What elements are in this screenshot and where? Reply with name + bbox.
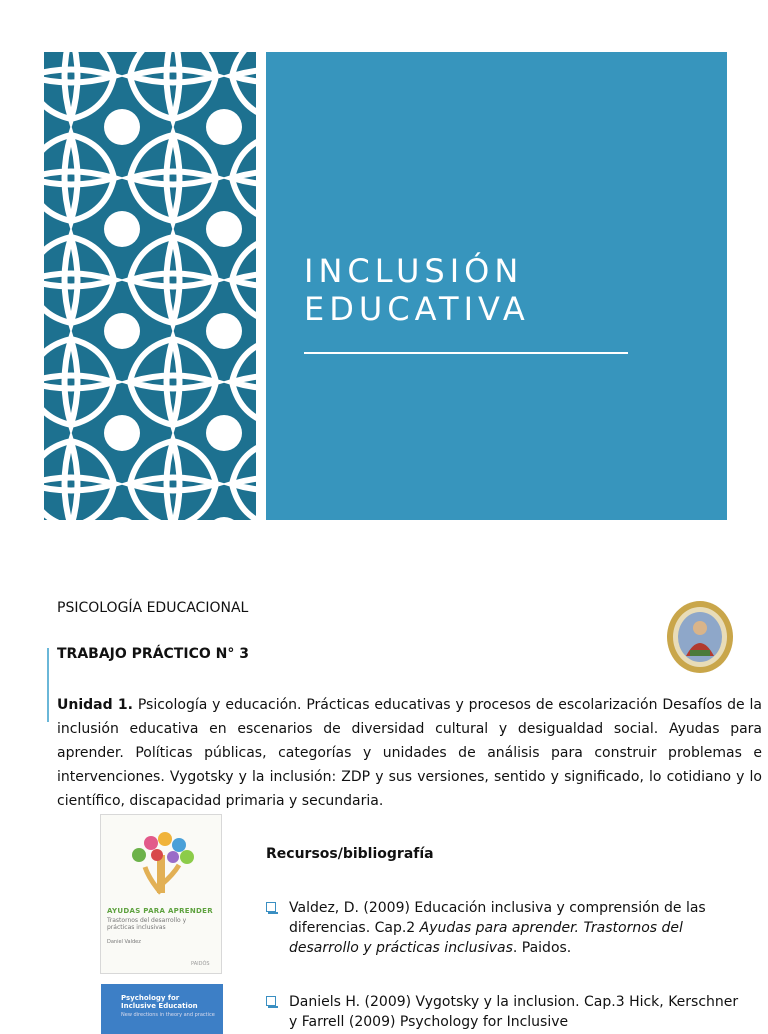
bibliography-text [289,992,746,1032]
book1-title: AYUDAS PARA APRENDER [107,907,213,915]
course-name: PSICOLOGÍA EDUCACIONAL [57,600,249,616]
unit-text: Psicología y educación. Prácticas educativas y procesos de escolarización Desafíos de la inclusión educativa en escenarios de diversidad cultural y desigualdad social. Ayudas para aprender. Políticas públicas, categorías y unidades de análisis para construir problemas e intervenciones. Vygotsky y la inclusión: ZDP y sus versiones, sentido y significado, lo cotidiano y lo científico, discapacidad primaria y secundaria. [57,697,762,809]
resources-heading: Recursos/bibliografía [266,846,434,862]
bib-text-pre: Valdez, D. (2009) Educación inclusiva y comprensión de las diferencias. Cap.2 [289,900,706,936]
title-panel [266,52,727,520]
book-cover-psychology-inclusive-education [101,984,223,1034]
book2-title: Psychology for Inclusive Education [121,994,198,1010]
bib-text-post: . Paidos. [512,940,572,956]
decorative-pattern [44,52,256,520]
checkbox-bullet-icon [266,996,276,1006]
book1-subtitle: Trastornos del desarrollo y prácticas inclusivas [107,917,187,931]
book-cover-ayudas-para-aprender [100,814,222,974]
unit-label: Unidad 1. [57,697,133,713]
bibliography-text [289,898,746,958]
book1-author: Daniel Valdez [107,939,141,945]
checkbox-bullet-icon [266,902,276,912]
content-slide [0,560,768,1030]
book1-publisher: PAIDÓS [191,961,210,967]
bibliography-item [266,992,746,1032]
slide-title: INCLUSIÓN EDUCATIVA [304,252,530,328]
book2-subtitle: New directions in theory and practice [121,1012,215,1018]
bibliography-item [266,898,746,958]
bib-text-pre: Daniels H. (2009) Vygotsky y la inclusion. Cap.3 Hick, Kerschner y Farrell (2009) Psychology for Inclusive [289,994,739,1030]
bib-text-italic: Ayudas para aprender. Trastornos del desarrollo y prácticas inclusivas [289,920,683,956]
practical-work-title: TRABAJO PRÁCTICO N° 3 [57,646,249,662]
accent-line [47,648,49,722]
title-underline [304,352,628,354]
pattern-divider [256,52,266,520]
university-seal-image [666,600,734,674]
unit-description [57,693,762,813]
